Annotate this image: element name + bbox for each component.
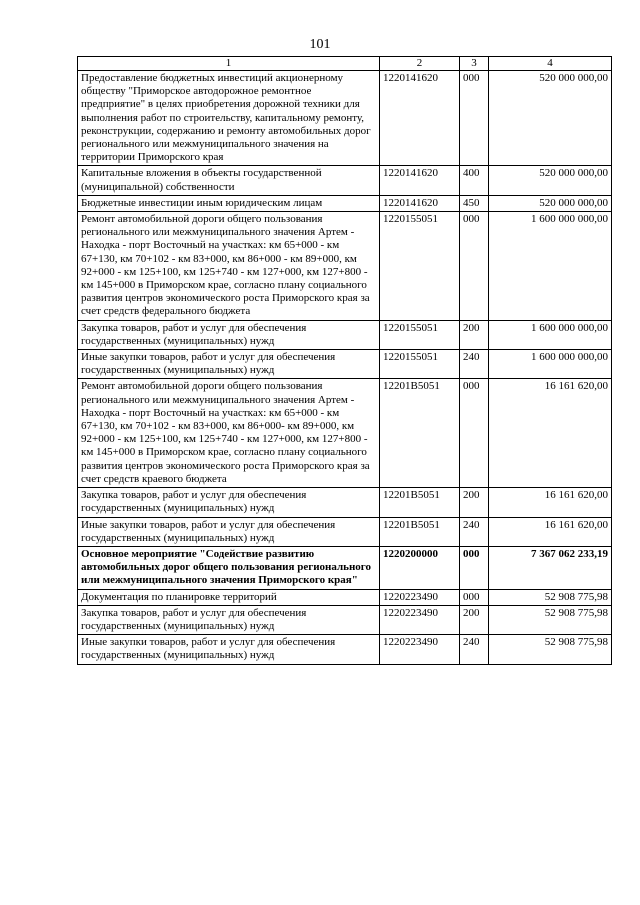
table-row xyxy=(78,546,612,589)
table-row xyxy=(78,488,612,517)
type-cell: 000 xyxy=(460,379,489,488)
header-cell-type: 3 xyxy=(460,57,489,71)
sum-cell: 7 367 062 233,19 xyxy=(489,546,612,589)
sum-cell: 52 908 775,98 xyxy=(489,589,612,605)
header-cell-sum: 4 xyxy=(489,57,612,71)
sum-cell: 520 000 000,00 xyxy=(489,195,612,211)
code-cell: 12201В5051 xyxy=(380,379,460,488)
budget-table xyxy=(77,56,612,665)
table-row xyxy=(78,166,612,195)
sum-cell: 52 908 775,98 xyxy=(489,605,612,634)
name-cell: Ремонт автомобильной дороги общего пользования регионального или межмуниципального значения Артем - Находка - порт Восточный на участках: км 65+000 - км 67+130, км 70+102 - км 83+000, км 86+000- км 89+000, км 92+000 - км 125+100, км 125+740 - км 127+000, км 127+800 - км 145+000 в Приморском крае, согласно плану социального развития центров экономического роста Приморского края за счет средств краевого бюджета xyxy=(78,379,380,488)
type-cell: 450 xyxy=(460,195,489,211)
table-row xyxy=(78,379,612,488)
type-cell: 000 xyxy=(460,546,489,589)
name-cell: Иные закупки товаров, работ и услуг для обеспечения государственных (муниципальных) нужд xyxy=(78,350,380,379)
code-cell: 1220141620 xyxy=(380,195,460,211)
code-cell: 1220200000 xyxy=(380,546,460,589)
type-cell: 200 xyxy=(460,320,489,349)
sum-cell: 1 600 000 000,00 xyxy=(489,320,612,349)
code-cell: 1220223490 xyxy=(380,635,460,664)
sum-cell: 1 600 000 000,00 xyxy=(489,350,612,379)
type-cell: 240 xyxy=(460,350,489,379)
name-cell: Предоставление бюджетных инвестиций акционерному обществу "Приморское автодорожное ремонтное предприятие" в целях приобретения дорожной техники для выполнения работ по строительству, капитальному ремонту, реконструкции, содержанию и ремонту автомобильных дорог регионального или межмуниципального значения на территории Приморского края xyxy=(78,71,380,166)
type-cell: 000 xyxy=(460,212,489,321)
name-cell: Капитальные вложения в объекты государственной (муниципальной) собственности xyxy=(78,166,380,195)
sum-cell: 16 161 620,00 xyxy=(489,517,612,546)
sum-cell: 1 600 000 000,00 xyxy=(489,212,612,321)
type-cell: 000 xyxy=(460,71,489,166)
code-cell: 1220155051 xyxy=(380,320,460,349)
name-cell: Документация по планировке территорий xyxy=(78,589,380,605)
code-cell: 1220155051 xyxy=(380,350,460,379)
table-row xyxy=(78,212,612,321)
type-cell: 240 xyxy=(460,635,489,664)
page-number: 101 xyxy=(309,37,331,52)
code-cell: 1220223490 xyxy=(380,589,460,605)
sum-cell: 520 000 000,00 xyxy=(489,166,612,195)
name-cell: Закупка товаров, работ и услуг для обеспечения государственных (муниципальных) нужд xyxy=(78,605,380,634)
table-header-row xyxy=(78,57,612,71)
type-cell: 240 xyxy=(460,517,489,546)
code-cell: 1220155051 xyxy=(380,212,460,321)
type-cell: 200 xyxy=(460,488,489,517)
type-cell: 200 xyxy=(460,605,489,634)
code-cell: 1220141620 xyxy=(380,166,460,195)
type-cell: 000 xyxy=(460,589,489,605)
table-row xyxy=(78,635,612,664)
table-row xyxy=(78,195,612,211)
code-cell: 12201В5051 xyxy=(380,517,460,546)
table-row xyxy=(78,605,612,634)
table-row xyxy=(78,320,612,349)
table-row xyxy=(78,589,612,605)
table-row xyxy=(78,517,612,546)
sum-cell: 520 000 000,00 xyxy=(489,71,612,166)
name-cell: Закупка товаров, работ и услуг для обеспечения государственных (муниципальных) нужд xyxy=(78,320,380,349)
sum-cell: 16 161 620,00 xyxy=(489,488,612,517)
table-row xyxy=(78,71,612,166)
code-cell: 12201В5051 xyxy=(380,488,460,517)
name-cell: Бюджетные инвестиции иным юридическим лицам xyxy=(78,195,380,211)
name-cell: Основное мероприятие "Содействие развитию автомобильных дорог общего пользования регионального или межмуниципального значения Приморского края" xyxy=(78,546,380,589)
header-cell-code: 2 xyxy=(380,57,460,71)
code-cell: 1220223490 xyxy=(380,605,460,634)
name-cell: Закупка товаров, работ и услуг для обеспечения государственных (муниципальных) нужд xyxy=(78,488,380,517)
sum-cell: 16 161 620,00 xyxy=(489,379,612,488)
name-cell: Ремонт автомобильной дороги общего пользования регионального или межмуниципального значения Артем - Находка - порт Восточный на участках: км 65+000 - км 67+130, км 70+102 - км 83+000, км 86+000 - км 89+000, км 92+000 - км 125+100, км 125+740 - км 127+000, км 127+800 - км 145+000 в Приморском крае, согласно плану социального развития центров экономического роста Приморского края за счет средств федерального бюджета xyxy=(78,212,380,321)
name-cell: Иные закупки товаров, работ и услуг для обеспечения государственных (муниципальных) нужд xyxy=(78,517,380,546)
table-row xyxy=(78,350,612,379)
sum-cell: 52 908 775,98 xyxy=(489,635,612,664)
name-cell: Иные закупки товаров, работ и услуг для обеспечения государственных (муниципальных) нужд xyxy=(78,635,380,664)
code-cell: 1220141620 xyxy=(380,71,460,166)
type-cell: 400 xyxy=(460,166,489,195)
header-cell-name: 1 xyxy=(78,57,380,71)
